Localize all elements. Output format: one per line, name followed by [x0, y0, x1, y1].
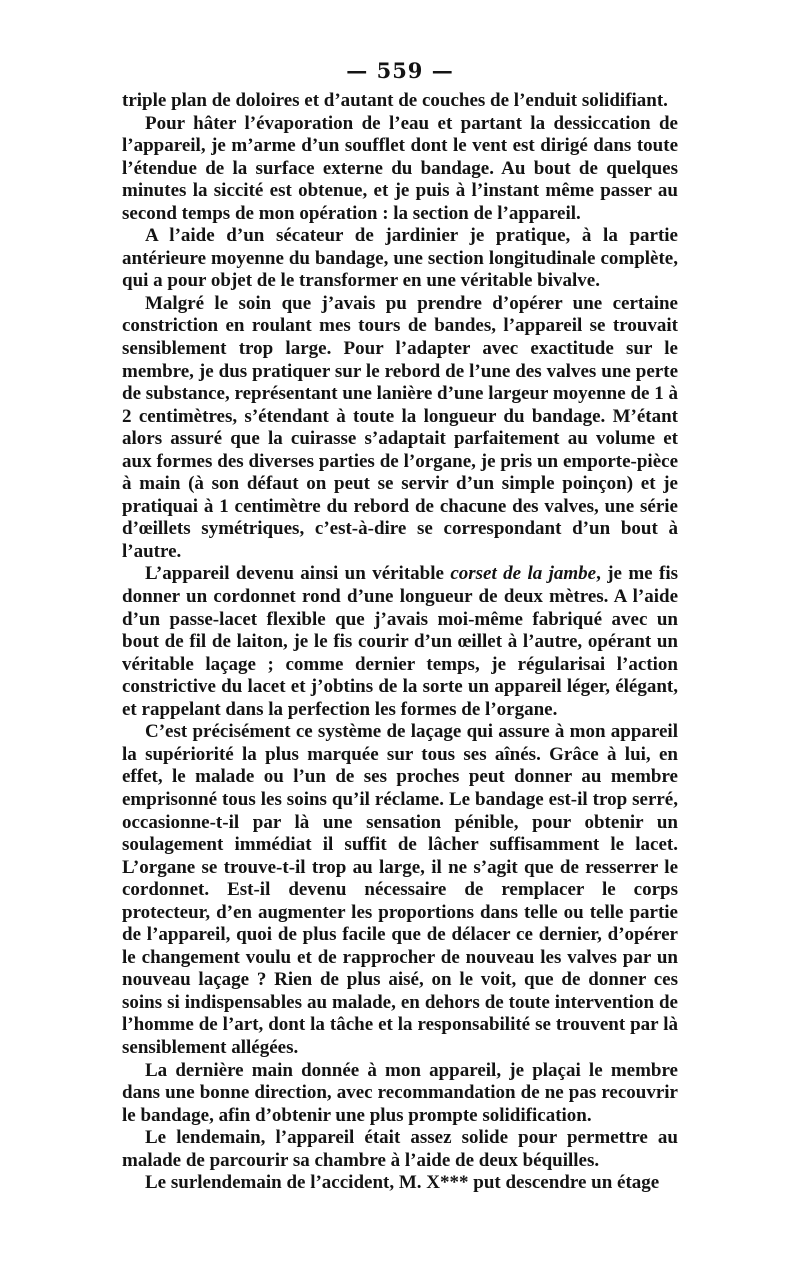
- paragraph-evaporation: Pour hâter l’évaporation de l’eau et partant la dessiccation de l’appareil, je m’arme d’un soufflet dont le vent est dirigé dans toute l’étendue de la surface externe du bandage. Au bout de quelques minutes la siccité est obtenue, et je puis à l’instant même passer au second temps de mon opération : la section de l’appareil.: [122, 112, 678, 224]
- paragraph-continued: triple plan de doloires et d’autant de couches de l’enduit solidifiant.: [122, 90, 668, 111]
- corset-emphasis: corset de la jambe: [450, 563, 597, 585]
- paragraph-next-day: Le lendemain, l’appareil était assez solide pour permettre au malade de parcourir sa chambre à l’aide de deux béquilles.: [122, 1127, 678, 1171]
- paragraph-day-after: Le surlendemain de l’accident, M. X*** put descendre un étage: [145, 1172, 660, 1194]
- paragraph-last-hand: La dernière main donnée à mon appareil, je plaçai le membre dans une bonne direction, avec recommandation de ne pas recouvrir le bandage, afin d’obtenir une plus prompte solidification.: [122, 1059, 678, 1126]
- paragraph-corset-end: , je me fis donner un cordonnet rond d’une longueur de deux mètres. A l’aide d’un passe-lacet flexible que j’avais moi-même fabriqué avec un bout de fil de laiton, je le fis courir d’un œillet à l’autre, opérant un véritable laçage ; comme dernier temps, je régularisai l’action constrictive du lacet et j’obtins de la sorte un appareil léger, élégant, et rappelant dans la perfection les formes de l’organe.: [122, 563, 678, 720]
- page-body: [122, 90, 678, 1195]
- paragraph-section: A l’aide d’un sécateur de jardinier je pratique, à la partie antérieure moyenne du bandage, une section longitudinale complète, qui a pour objet de le transformer en une véritable bivalve.: [122, 225, 678, 292]
- page-number: — 559 —: [346, 58, 454, 83]
- paragraph-corset-start: L’appareil devenu ainsi un véritable: [145, 563, 451, 585]
- book-page: [122, 58, 678, 1218]
- paragraph-corset: [122, 563, 678, 721]
- paragraph-lacing: C’est précisément ce système de laçage qui assure à mon appareil la supériorité la plus marquée sur tous ses aînés. Grâce à lui, en effet, le malade ou l’un de ses proches peut donner au membre emprisonné tous les soins qu’il réclame. Le bandage est-il trop serré, occasionne-t-il par là une sensation pénible, pour obtenir un soulagement immédiat il suffit de lâcher suffisamment le lacet. L’organe se trouve-t-il trop au large, il ne s’agit que de resserrer le cordonnet. Est-il devenu nécessaire de remplacer le corps protecteur, d’en augmenter les proportions dans telle ou telle partie de l’appareil, quoi de plus facile que de délacer ce dernier, d’opérer le changement voulu et de rapprocher de nouveau les valves par un nouveau laçage ? Rien de plus aisé, on le voit, que de donner ces soins si indispensables au malade, en dehors de toute intervention de l’homme de l’art, dont la tâche et la responsabilité se trouvent par là sensiblement allégées.: [122, 721, 678, 1058]
- paragraph-constriction: Malgré le soin que j’avais pu prendre d’opérer une certaine constriction en roulant mes tours de bandes, l’appareil se trouvait sensiblement trop large. Pour l’adapter avec exactitude sur le membre, je dus pratiquer sur le rebord de l’une des valves une perte de substance, représentant une lanière d’une largeur moyenne de 1 à 2 centimètres, s’étendant à toute la longueur du bandage. M’étant alors assuré que la cuirasse s’adaptait parfaitement au volume et aux formes des diverses parties de l’organe, je pris un emporte-pièce à main (à son défaut on peut se servir d’un simple poinçon) et je pratiquai à 1 centimètre du rebord de chacune des valves, une série d’œillets symétriques, c’est-à-dire se correspondant d’un bout à l’autre.: [122, 292, 678, 562]
